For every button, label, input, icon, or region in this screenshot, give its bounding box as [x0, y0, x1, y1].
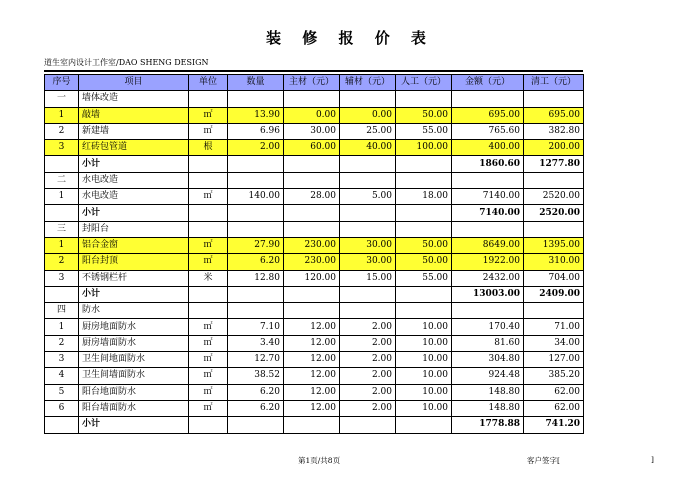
table-cell: 6.20 — [228, 384, 284, 400]
table-cell: ㎡ — [189, 384, 228, 400]
table-cell: 水电改造 — [79, 189, 189, 205]
table-cell: 38.52 — [228, 368, 284, 384]
table-cell: 5 — [45, 384, 79, 400]
table-cell: 8649.00 — [452, 237, 524, 253]
table-cell: 12.80 — [228, 270, 284, 286]
table-cell: 根 — [189, 140, 228, 156]
table-cell: 不锈钢栏杆 — [79, 270, 189, 286]
table-cell — [340, 156, 396, 172]
section-row — [45, 221, 584, 237]
table-cell: 12.00 — [284, 368, 340, 384]
table-cell: 120.00 — [284, 270, 340, 286]
column-header: 人工（元） — [396, 75, 452, 91]
table-cell — [452, 303, 524, 319]
table-cell: 6.20 — [228, 254, 284, 270]
table-cell — [340, 303, 396, 319]
table-cell — [228, 417, 284, 433]
table-cell: 50.00 — [396, 237, 452, 253]
table-row — [45, 140, 584, 156]
table-cell: 10.00 — [396, 400, 452, 416]
table-cell: 695.00 — [524, 107, 584, 123]
table-cell — [340, 205, 396, 221]
table-cell: 12.00 — [284, 384, 340, 400]
table-cell: 310.00 — [524, 254, 584, 270]
table-cell: 30.00 — [340, 237, 396, 253]
table-cell — [524, 91, 584, 107]
section-row — [45, 303, 584, 319]
table-cell: 7140.00 — [452, 189, 524, 205]
table-cell: 2520.00 — [524, 205, 584, 221]
table-cell: 2.00 — [340, 352, 396, 368]
table-row — [45, 237, 584, 253]
table-cell: 12.70 — [228, 352, 284, 368]
table-cell: 3 — [45, 352, 79, 368]
table-cell — [452, 91, 524, 107]
table-row — [45, 352, 584, 368]
table-cell: 10.00 — [396, 352, 452, 368]
table-cell: 1860.60 — [452, 156, 524, 172]
table-row — [45, 335, 584, 351]
table-cell: 1 — [45, 107, 79, 123]
table-cell: 27.90 — [228, 237, 284, 253]
table-cell: 60.00 — [284, 140, 340, 156]
table-row — [45, 254, 584, 270]
company-name: 道生室内设计工作室/DAO SHENG DESIGN — [44, 58, 209, 67]
table-row — [45, 319, 584, 335]
table-cell — [524, 221, 584, 237]
table-cell: 阳台封顶 — [79, 254, 189, 270]
table-cell: ㎡ — [189, 400, 228, 416]
section-row — [45, 172, 584, 188]
table-cell: 704.00 — [524, 270, 584, 286]
table-cell — [452, 172, 524, 188]
table-cell: ㎡ — [189, 335, 228, 351]
table-cell — [189, 417, 228, 433]
table-cell — [284, 156, 340, 172]
table-cell: 12.00 — [284, 352, 340, 368]
table-cell — [340, 417, 396, 433]
table-cell — [396, 205, 452, 221]
table-cell: 34.00 — [524, 335, 584, 351]
table-cell — [284, 172, 340, 188]
table-cell: 卫生间墙面防水 — [79, 368, 189, 384]
table-cell: 米 — [189, 270, 228, 286]
table-cell: 2.00 — [340, 319, 396, 335]
table-cell — [45, 156, 79, 172]
table-cell: 30.00 — [340, 254, 396, 270]
column-header: 数量 — [228, 75, 284, 91]
table-cell — [396, 286, 452, 302]
table-cell: 2.00 — [340, 368, 396, 384]
table-cell: 小计 — [79, 417, 189, 433]
table-cell — [524, 303, 584, 319]
table-cell: 3.40 — [228, 335, 284, 351]
page-title: 装 修 报 价 表 — [266, 29, 434, 47]
table-cell — [189, 205, 228, 221]
table-cell: 71.00 — [524, 319, 584, 335]
column-header: 单位 — [189, 75, 228, 91]
table-cell: 阳台墙面防水 — [79, 400, 189, 416]
table-cell: 2.00 — [228, 140, 284, 156]
table-cell: 红砖包管道 — [79, 140, 189, 156]
table-row — [45, 384, 584, 400]
table-cell: 2.00 — [340, 384, 396, 400]
table-cell: 2 — [45, 335, 79, 351]
table-cell: ㎡ — [189, 123, 228, 139]
column-header: 清工（元） — [524, 75, 584, 91]
table-cell: 62.00 — [524, 384, 584, 400]
table-cell: 1 — [45, 189, 79, 205]
table-cell — [340, 286, 396, 302]
table-cell — [189, 303, 228, 319]
table-cell — [284, 221, 340, 237]
table-cell: 1395.00 — [524, 237, 584, 253]
table-cell — [284, 91, 340, 107]
section-row — [45, 91, 584, 107]
table-row — [45, 270, 584, 286]
table-cell — [189, 91, 228, 107]
table-cell: 230.00 — [284, 254, 340, 270]
table-cell: 2 — [45, 123, 79, 139]
table-cell: 15.00 — [340, 270, 396, 286]
table-cell: ㎡ — [189, 107, 228, 123]
table-cell: 水电改造 — [79, 172, 189, 188]
table-cell: 140.00 — [228, 189, 284, 205]
table-cell: ㎡ — [189, 368, 228, 384]
table-cell — [228, 221, 284, 237]
table-cell: 1 — [45, 319, 79, 335]
table-cell — [228, 91, 284, 107]
page-number: 第1页/共8页 — [298, 456, 341, 465]
table-cell: 6.96 — [228, 123, 284, 139]
table-cell — [45, 205, 79, 221]
table-cell: 阳台地面防水 — [79, 384, 189, 400]
table-cell: 10.00 — [396, 384, 452, 400]
column-header: 序号 — [45, 75, 79, 91]
table-cell: 0.00 — [340, 107, 396, 123]
subtotal-row — [45, 156, 584, 172]
table-row — [45, 400, 584, 416]
table-cell: 7140.00 — [452, 205, 524, 221]
table-cell — [452, 221, 524, 237]
table-cell: 50.00 — [396, 107, 452, 123]
table-cell: 2520.00 — [524, 189, 584, 205]
table-row — [45, 368, 584, 384]
table-cell: 81.60 — [452, 335, 524, 351]
table-cell — [189, 156, 228, 172]
quote-table — [44, 74, 584, 434]
table-cell: 12.00 — [284, 400, 340, 416]
table-cell: 2 — [45, 254, 79, 270]
table-cell: 741.20 — [524, 417, 584, 433]
table-cell: 一 — [45, 91, 79, 107]
table-cell: 10.00 — [396, 319, 452, 335]
table-cell: 695.00 — [452, 107, 524, 123]
table-cell — [524, 172, 584, 188]
table-cell: 382.80 — [524, 123, 584, 139]
table-cell — [189, 172, 228, 188]
column-header: 辅材（元） — [340, 75, 396, 91]
table-cell: 新建墙 — [79, 123, 189, 139]
table-cell: 10.00 — [396, 368, 452, 384]
table-cell: 卫生间地面防水 — [79, 352, 189, 368]
table-cell: 小计 — [79, 205, 189, 221]
table-cell: 127.00 — [524, 352, 584, 368]
table-cell — [228, 172, 284, 188]
table-cell — [189, 286, 228, 302]
table-cell: 二 — [45, 172, 79, 188]
table-cell: 28.00 — [284, 189, 340, 205]
table-cell: 50.00 — [396, 254, 452, 270]
table-cell: 1 — [45, 237, 79, 253]
table-cell — [340, 221, 396, 237]
customer-signature-label: 客户签字[ — [527, 456, 560, 465]
table-cell: 封阳台 — [79, 221, 189, 237]
table-cell: 18.00 — [396, 189, 452, 205]
subtotal-row — [45, 205, 584, 221]
table-cell — [45, 286, 79, 302]
table-cell: 55.00 — [396, 270, 452, 286]
table-cell: 924.48 — [452, 368, 524, 384]
table-cell: 1277.80 — [524, 156, 584, 172]
table-cell: 防水 — [79, 303, 189, 319]
table-cell — [396, 156, 452, 172]
table-cell: 12.00 — [284, 335, 340, 351]
table-cell: 6 — [45, 400, 79, 416]
table-cell: 2432.00 — [452, 270, 524, 286]
table-cell: 5.00 — [340, 189, 396, 205]
table-cell: 10.00 — [396, 335, 452, 351]
table-cell: 25.00 — [340, 123, 396, 139]
table-cell: 三 — [45, 221, 79, 237]
column-header: 金额（元） — [452, 75, 524, 91]
header-divider — [44, 70, 583, 72]
subtotal-row — [45, 286, 584, 302]
table-cell: 厨房墙面防水 — [79, 335, 189, 351]
table-cell: 40.00 — [340, 140, 396, 156]
table-cell — [396, 91, 452, 107]
table-cell — [284, 303, 340, 319]
table-cell — [396, 303, 452, 319]
table-cell: 敲墙 — [79, 107, 189, 123]
table-cell: ㎡ — [189, 254, 228, 270]
table-cell: 12.00 — [284, 319, 340, 335]
table-cell: ㎡ — [189, 352, 228, 368]
table-cell: ㎡ — [189, 189, 228, 205]
table-cell: 1922.00 — [452, 254, 524, 270]
table-cell — [228, 156, 284, 172]
table-cell: 四 — [45, 303, 79, 319]
table-cell: 3 — [45, 140, 79, 156]
table-cell — [340, 172, 396, 188]
table-cell: 200.00 — [524, 140, 584, 156]
table-cell: 小计 — [79, 156, 189, 172]
signature-bracket: ] — [651, 455, 654, 464]
table-cell: 230.00 — [284, 237, 340, 253]
table-cell: 13003.00 — [452, 286, 524, 302]
table-cell: 304.80 — [452, 352, 524, 368]
table-cell: 小计 — [79, 286, 189, 302]
table-cell: 100.00 — [396, 140, 452, 156]
table-cell: 170.40 — [452, 319, 524, 335]
table-header-row — [45, 75, 584, 91]
table-row — [45, 123, 584, 139]
table-cell — [396, 172, 452, 188]
table-cell: 55.00 — [396, 123, 452, 139]
column-header: 项目 — [79, 75, 189, 91]
table-cell — [228, 205, 284, 221]
table-cell: 墙体改造 — [79, 91, 189, 107]
table-cell: 385.20 — [524, 368, 584, 384]
table-cell: 13.90 — [228, 107, 284, 123]
table-cell — [284, 205, 340, 221]
table-cell: ㎡ — [189, 319, 228, 335]
table-cell: ㎡ — [189, 237, 228, 253]
table-cell: 6.20 — [228, 400, 284, 416]
table-cell: 148.80 — [452, 400, 524, 416]
table-cell: 62.00 — [524, 400, 584, 416]
column-header: 主材（元） — [284, 75, 340, 91]
table-cell — [228, 303, 284, 319]
table-cell — [284, 417, 340, 433]
table-row — [45, 189, 584, 205]
table-cell: 148.80 — [452, 384, 524, 400]
table-cell: 400.00 — [452, 140, 524, 156]
table-cell — [340, 91, 396, 107]
subtotal-row — [45, 417, 584, 433]
table-cell: 2.00 — [340, 335, 396, 351]
table-cell — [45, 417, 79, 433]
table-cell — [284, 286, 340, 302]
table-cell: 铝合金窗 — [79, 237, 189, 253]
table-cell: 2409.00 — [524, 286, 584, 302]
table-cell — [396, 221, 452, 237]
table-cell: 30.00 — [284, 123, 340, 139]
table-cell — [228, 286, 284, 302]
table-cell: 4 — [45, 368, 79, 384]
table-cell — [189, 221, 228, 237]
table-cell: 0.00 — [284, 107, 340, 123]
table-cell: 765.60 — [452, 123, 524, 139]
table-cell: 1778.88 — [452, 417, 524, 433]
table-cell: 3 — [45, 270, 79, 286]
table-cell: 厨房地面防水 — [79, 319, 189, 335]
table-cell — [396, 417, 452, 433]
table-row — [45, 107, 584, 123]
table-cell: 7.10 — [228, 319, 284, 335]
table-cell: 2.00 — [340, 400, 396, 416]
